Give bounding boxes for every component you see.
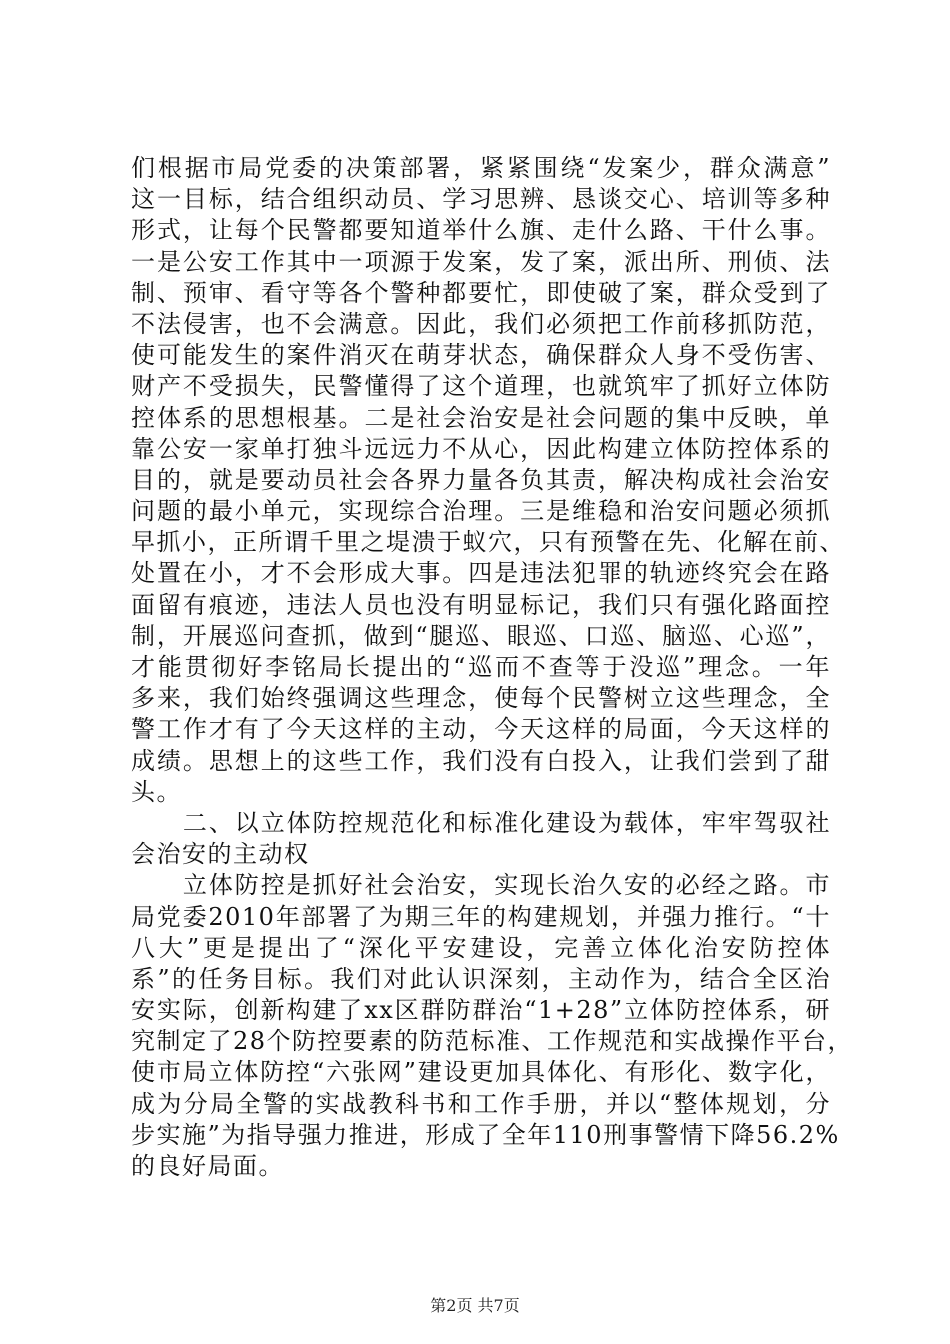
text-line: 问题的最小单元，实现综合治理。三是维稳和治安问题必须抓 [131, 497, 831, 526]
text-line: 这一目标，结合组织动员、学习思辨、恳谈交心、培训等多种 [131, 185, 831, 214]
section-heading-line: 会治安的主动权 [131, 840, 310, 869]
text-line: 一是公安工作其中一项源于发案，发了案，派出所、刑侦、法 [131, 247, 831, 276]
text-line: 使市局立体防控“六张网”建设更加具体化、有形化、数字化， [131, 1058, 831, 1087]
text-line: 形式，让每个民警都要知道举什么旗、走什么路、干什么事。 [131, 216, 831, 245]
text-line: 立体防控是抓好社会治安，实现长治久安的必经之路。市 [131, 871, 831, 900]
text-line: 安实际，创新构建了xx区群防群治“1+28”立体防控体系，研 [131, 996, 831, 1025]
text-line: 步实施”为指导强力推进，形成了全年110刑事警情下降56.2% [131, 1120, 840, 1149]
section-heading-line: 二、以立体防控规范化和标准化建设为载体，牢牢驾驭社 [131, 808, 831, 837]
text-line: 制，开展巡问查抓，做到“腿巡、眼巡、口巡、脑巡、心巡”， [131, 621, 831, 650]
text-line: 使可能发生的案件消灭在萌芽状态，确保群众人身不受伤害、 [131, 341, 831, 370]
text-line: 目的，就是要动员社会各界力量各负其责，解决构成社会治安 [131, 465, 831, 494]
text-line: 控体系的思想根基。二是社会治安是社会问题的集中反映，单 [131, 403, 831, 432]
text-line: 局党委2010年部署了为期三年的构建规划，并强力推行。“十 [131, 902, 831, 931]
text-line: 制、预审、看守等各个警种都要忙，即使破了案，群众受到了 [131, 278, 831, 307]
text-line: 处置在小，才不会形成大事。四是违法犯罪的轨迹终究会在路 [131, 559, 831, 588]
page-footer: 第2页 共7页 [430, 1296, 520, 1315]
text-line: 靠公安一家单打独斗远远力不从心，因此构建立体防控体系的 [131, 434, 831, 463]
text-line: 的良好局面。 [131, 1152, 284, 1180]
text-line: 们根据市局党委的决策部署，紧紧围绕“发案少，群众满意” [131, 154, 831, 182]
text-line: 八大”更是提出了“深化平安建设，完善立体化治安防控体 [131, 933, 831, 962]
text-line: 财产不受损失，民警懂得了这个道理，也就筑牢了抓好立体防 [131, 372, 831, 401]
text-line: 多来，我们始终强调这些理念，使每个民警树立这些理念，全 [131, 684, 831, 713]
text-line: 成绩。思想上的这些工作，我们没有白投入，让我们尝到了甜 [131, 746, 831, 775]
body-text [131, 153, 854, 1182]
text-line: 早抓小，正所谓千里之堤溃于蚁穴，只有预警在先、化解在前、 [131, 528, 845, 557]
text-line: 成为分局全警的实战教科书和工作手册，并以“整体规划，分 [131, 1089, 831, 1118]
text-line: 究制定了28个防控要素的防范标准、工作规范和实战操作平台， [131, 1027, 854, 1056]
text-line: 头。 [131, 777, 182, 806]
text-line: 面留有痕迹，违法人员也没有明显标记，我们只有强化路面控 [131, 590, 831, 619]
text-line: 系”的任务目标。我们对此认识深刻，主动作为，结合全区治 [131, 964, 831, 993]
text-line: 才能贯彻好李铭局长提出的“巡而不查等于没巡”理念。一年 [131, 653, 831, 681]
text-line: 不法侵害，也不会满意。因此，我们必须把工作前移抓防范， [131, 309, 831, 338]
text-line: 警工作才有了今天这样的主动，今天这样的局面，今天这样的 [131, 715, 831, 744]
